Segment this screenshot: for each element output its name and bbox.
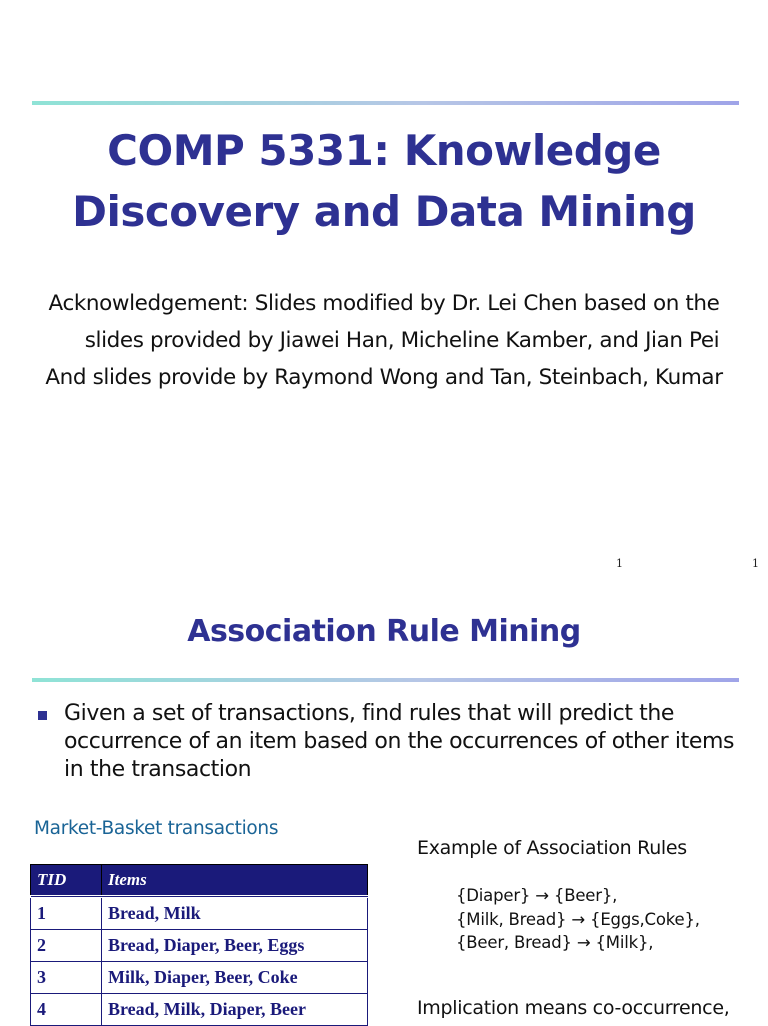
slide-association-rules bbox=[0, 584, 768, 1024]
header-items: Items bbox=[102, 865, 368, 897]
cell-items: Bread, Diaper, Beer, Eggs bbox=[102, 930, 368, 962]
example-rules-title: Example of Association Rules bbox=[417, 837, 687, 859]
cell-items: Bread, Milk, Diaper, Beer bbox=[102, 994, 368, 1026]
transactions-table bbox=[30, 864, 368, 1026]
table-row bbox=[31, 897, 368, 930]
table-row bbox=[31, 962, 368, 994]
example-rules-list bbox=[456, 884, 700, 955]
rule-item: {Milk, Bread} → {Eggs,Coke}, bbox=[456, 909, 700, 929]
acknowledgement bbox=[0, 285, 768, 396]
implication-text: Implication means co-occurrence, bbox=[417, 997, 730, 1019]
cell-tid: 1 bbox=[31, 897, 102, 930]
cell-tid: 3 bbox=[31, 962, 102, 994]
market-basket-title: Market-Basket transactions bbox=[34, 818, 279, 839]
title-divider bbox=[32, 101, 739, 105]
header-tid: TID bbox=[31, 865, 102, 897]
cell-tid: 4 bbox=[31, 994, 102, 1026]
slide-heading: Association Rule Mining bbox=[187, 614, 581, 649]
ack-line-1: Acknowledgement: Slides modified by Dr. Lei Chen based on the bbox=[48, 291, 720, 316]
table-row bbox=[31, 930, 368, 962]
cell-items: Milk, Diaper, Beer, Coke bbox=[102, 962, 368, 994]
bullet-text: Given a set of transactions, find rules that will predict the occurrence of an item based on the occurrences of other items in the transaction bbox=[64, 701, 735, 782]
cell-tid: 2 bbox=[31, 930, 102, 962]
page-number-left: 1 bbox=[616, 557, 623, 570]
ack-line-3: And slides provide by Raymond Wong and Tan, Steinbach, Kumar bbox=[45, 365, 723, 390]
table-row bbox=[31, 994, 368, 1026]
ack-line-2: slides provided by Jiawei Han, Micheline Kamber, and Jian Pei bbox=[84, 328, 720, 353]
slide-title-heading bbox=[0, 120, 768, 242]
bullet-square-icon bbox=[38, 711, 47, 720]
page-number-right: 1 bbox=[752, 557, 759, 570]
table-header-row bbox=[31, 865, 368, 897]
rule-item: {Beer, Bread} → {Milk}, bbox=[456, 933, 654, 952]
cell-items: Bread, Milk bbox=[102, 897, 368, 930]
heading-divider bbox=[32, 678, 739, 682]
rule-item: {Diaper} → {Beer}, bbox=[456, 886, 618, 905]
title-line-1: COMP 5331: Knowledge bbox=[107, 126, 661, 175]
title-line-2: Discovery and Data Mining bbox=[72, 187, 696, 236]
